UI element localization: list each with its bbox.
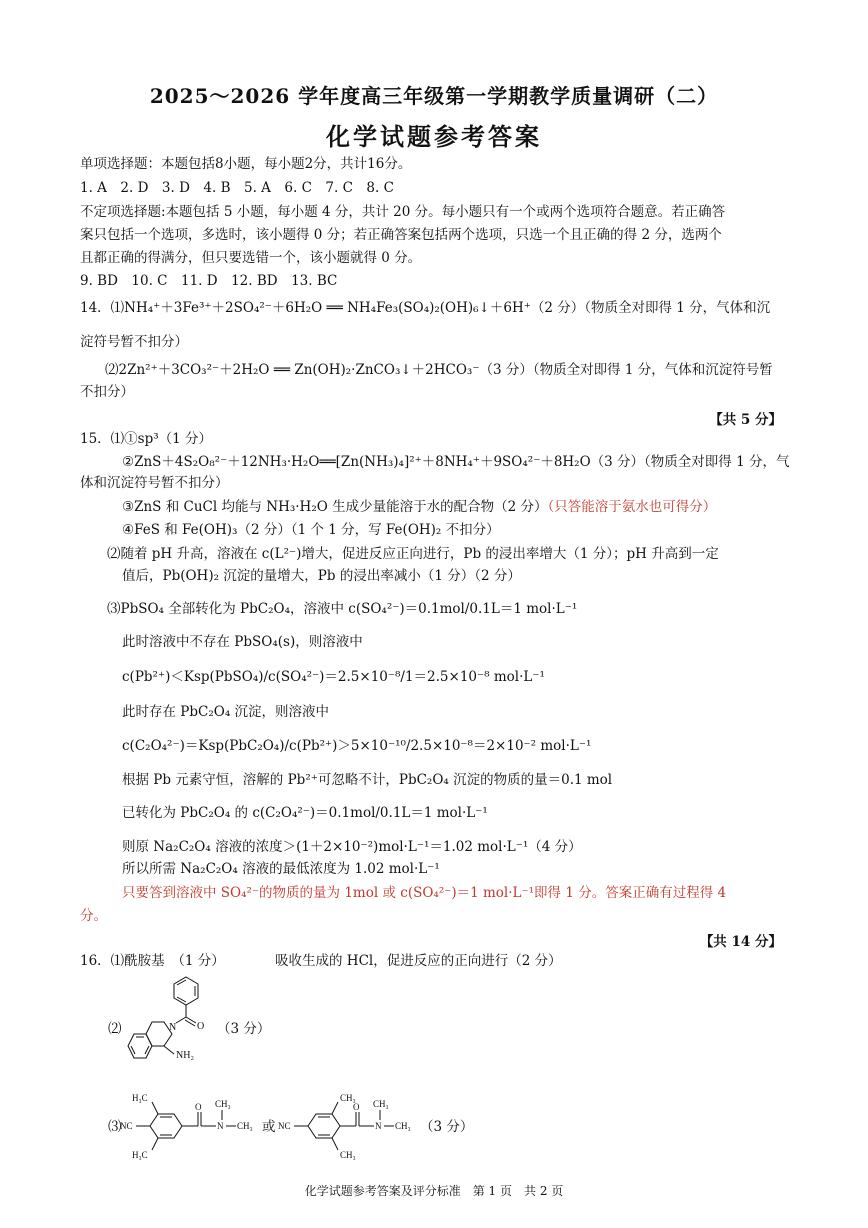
q15-line1: 15．⑴①sp³（1 分）	[80, 431, 213, 447]
q16-part3-label: ⑶	[108, 1119, 122, 1135]
q14-total: 【共 5 分】	[709, 412, 782, 428]
svg-text:H₃C: H₃C	[132, 1150, 148, 1160]
oxygen-label: O	[197, 1021, 205, 1032]
svg-text:N: N	[217, 1121, 224, 1131]
svg-text:CH₃: CH₃	[237, 1121, 253, 1131]
q14-line4: 不扣分）	[80, 384, 134, 400]
svg-text:CH₃: CH₃	[395, 1121, 411, 1131]
q15-line9: 此时溶液中不存在 PbSO₄(s)，则溶液中	[122, 634, 363, 650]
q15-total: 【共 14 分】	[699, 934, 782, 950]
multi-choice-intro-line3: 且都正确的得满分，但只要选错一个，该小题就得 0 分。	[80, 250, 422, 266]
document-title: 2025～2026 学年度高三年级第一学期教学质量调研（二）	[149, 84, 719, 108]
page-footer: 化学试题参考答案及评分标准 第 1 页 共 2 页	[304, 1184, 564, 1198]
svg-text:O: O	[195, 1102, 202, 1112]
nitrogen-label: N	[169, 1022, 177, 1033]
q15-line18: 分。	[80, 908, 107, 924]
q16-part3-or: 或	[262, 1119, 276, 1135]
q15-line4-note: （只答能溶于氨水也可得分）	[547, 499, 717, 515]
svg-text:NC: NC	[120, 1121, 133, 1131]
q15-line16: 所以所需 Na₂C₂O₄ 溶液的最低浓度为 1.02 mol·L⁻¹	[122, 861, 440, 877]
svg-text:CH₃: CH₃	[215, 1099, 231, 1109]
benzene-ring	[174, 977, 198, 1005]
q15-line6: ⑵随着 pH 升高，溶液在 c(L²⁻)增大，促进反应正向进行，Pb 的浸出率增大（1 分）；pH 升高到一定	[107, 546, 719, 562]
q16-line1-b: 吸收生成的 HCl，促进反应的正向进行（2 分）	[275, 953, 562, 969]
single-choice-intro: 单项选择题：本题包括8小题，每小题2分，共计16分。	[80, 156, 412, 172]
multi-choice-intro-line1: 不定项选择题:本题包括 5 小题，每小题 4 分，共计 20 分。每小题只有一个或两个选项符合题意。若正确答	[80, 204, 726, 220]
svg-text:CH₃: CH₃	[373, 1099, 389, 1109]
structure-q16-2	[118, 972, 218, 1084]
q15-line17: 只要答到溶液中 SO₄²⁻的物质的量为 1mol 或 c(SO₄²⁻)＝1 mol·L⁻¹即得 1 分。答案正确有过程得 4	[122, 885, 727, 901]
multi-choice-answers: 9. BD 10. C 11. D 12. BD 13. BC	[80, 273, 338, 289]
q14-line1: 14．⑴NH₄⁺＋3Fe³⁺＋2SO₄²⁻＋6H₂O ══ NH₄Fe₃(SO₄)₂(OH)₆↓＋6H⁺（2 分）（物质全对即得 1 分，气体和沉	[80, 300, 771, 316]
amino-label: NH₂	[176, 1050, 194, 1061]
svg-text:N: N	[375, 1121, 382, 1131]
q16-line1-a: 16．⑴酰胺基 （1 分）	[80, 953, 225, 969]
multi-choice-intro-line2: 案只包括一个选项，多选时，该小题得 0 分；若正确答案包括两个选项，只选一个且正确的得 2 分，选两个	[80, 227, 722, 243]
svg-text:CH₃: CH₃	[340, 1150, 356, 1160]
q15-line13: 根据 Pb 元素守恒，溶解的 Pb²⁺可忽略不计，PbC₂O₄ 沉淀的物质的量＝0.1 mol	[122, 772, 613, 788]
q16-part3-score: （3 分）	[420, 1119, 474, 1135]
q15-line8: ⑶PbSO₄ 全部转化为 PbC₂O₄，溶液中 c(SO₄²⁻)＝0.1mol/0.1L＝1 mol·L⁻¹	[107, 601, 578, 617]
svg-text:H₃C: H₃C	[132, 1093, 148, 1103]
q15-line4	[122, 498, 716, 516]
q15-line12: c(C₂O₄²⁻)＝Ksp(PbC₂O₄)/c(Pb²⁺)＞5×10⁻¹⁰/2.5×10⁻⁸＝2×10⁻² mol·L⁻¹	[122, 738, 592, 754]
q15-line4-text: ③ZnS 和 CuCl 均能与 NH₃·H₂O 生成少量能溶于水的配合物（2 分）	[122, 499, 548, 515]
svg-text:CH₃: CH₃	[340, 1093, 356, 1103]
q15-line5: ④FeS 和 Fe(OH)₃（2 分）（1 个 1 分，写 Fe(OH)₂ 不扣分）	[122, 522, 500, 538]
q16-part2-score: （3 分）	[217, 1021, 271, 1037]
q15-line7: 值后，Pb(OH)₂ 沉淀的量增大，Pb 的浸出率减小（1 分）（2 分）	[122, 568, 521, 584]
structure-q16-3a	[118, 1086, 278, 1166]
q15-line2: ②ZnS＋4S₂O₈²⁻＋12NH₃·H₂O══[Zn(NH₃)₄]²⁺＋8NH₄⁺＋9SO₄²⁻＋8H₂O（3 分）（物质全对即得 1 分，气	[122, 454, 790, 470]
document-subtitle: 化学试题参考答案	[326, 122, 542, 151]
svg-text:NC: NC	[278, 1121, 291, 1131]
svg-text:O: O	[353, 1102, 360, 1112]
q15-line10: c(Pb²⁺)＜Ksp(PbSO₄)/c(SO₄²⁻)＝2.5×10⁻⁸/1＝2.5×10⁻⁸ mol·L⁻¹	[122, 669, 545, 685]
q15-line3: 体和沉淀符号暂不扣分）	[80, 475, 229, 491]
q15-line15: 则原 Na₂C₂O₄ 溶液的浓度＞(1＋2×10⁻²)mol·L⁻¹＝1.02 mol·L⁻¹（4 分）	[122, 839, 582, 855]
q15-line14: 已转化为 PbC₂O₄ 的 c(C₂O₄²⁻)＝0.1mol/0.1L＝1 mol·L⁻¹	[122, 805, 488, 821]
q16-part2-label: ⑵	[108, 1021, 122, 1037]
q15-line11: 此时存在 PbC₂O₄ 沉淀，则溶液中	[122, 704, 330, 720]
q14-line3: ⑵2Zn²⁺＋3CO₃²⁻＋2H₂O ══ Zn(OH)₂·ZnCO₃↓＋2HCO₃⁻（3 分）（物质全对即得 1 分，气体和沉淀符号暂	[105, 362, 773, 378]
structure-q16-3b	[276, 1086, 426, 1166]
q14-line2: 淀符号暂不扣分）	[80, 334, 188, 350]
single-choice-answers: 1. A 2. D 3. D 4. B 5. A 6. C 7. C 8. C	[80, 180, 394, 196]
